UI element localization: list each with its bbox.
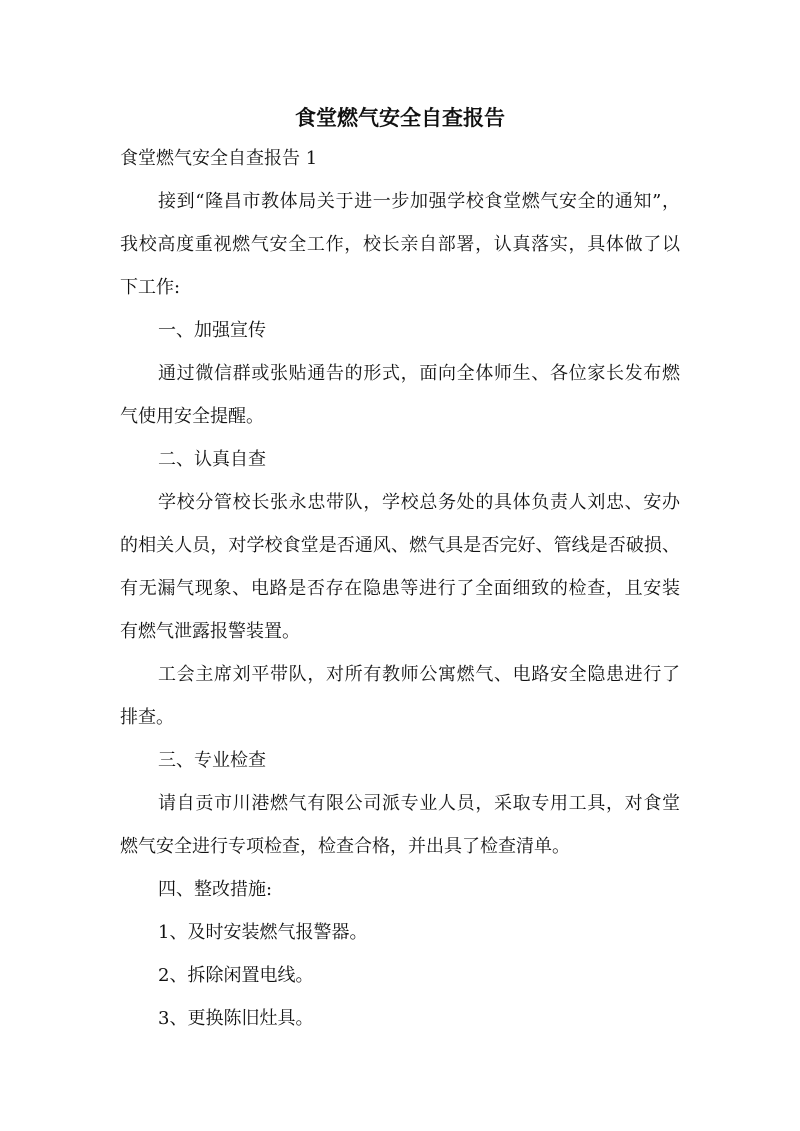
paragraph-line: 排查。 [120,707,174,728]
paragraph-line: 学校分管校长张永忠带队，学校总务处的具体负责人刘忠、安办 [158,492,680,513]
section-heading: 三、专业检查 [158,750,266,771]
list-item: 3、更换陈旧灶具。 [158,1008,314,1029]
paragraph-line: 气使用安全提醒。 [120,406,264,427]
document-title: 食堂燃气安全自查报告 [295,105,505,130]
paragraph-line: 请自贡市川港燃气有限公司派专业人员，采取专用工具，对食堂 [158,793,680,814]
paragraph-line: 通过微信群或张贴通告的形式，面向全体师生、各位家长发布燃 [158,363,680,384]
paragraph-line: 的相关人员，对学校食堂是否通风、燃气具是否完好、管线是否破损、 [120,535,680,556]
paragraph-line: 有燃气泄露报警装置。 [120,621,300,642]
list-item: 2、拆除闲置电线。 [158,965,314,986]
paragraph-line: 燃气安全进行专项检查，检查合格，并出具了检查清单。 [120,836,570,857]
paragraph-line: 下工作: [120,277,181,298]
paragraph-line: 有无漏气现象、电路是否存在隐患等进行了全面细致的检查，且安装 [120,578,680,599]
section-heading: 一、加强宣传 [158,320,266,341]
list-item: 1、及时安装燃气报警器。 [158,922,368,943]
paragraph-line: 工会主席刘平带队，对所有教师公寓燃气、电路安全隐患进行了 [158,664,680,685]
paragraph-line: 接到“隆昌市教体局关于进一步加强学校食堂燃气安全的通知”， [158,191,680,212]
section-heading: 二、认真自查 [158,449,266,470]
section-heading: 四、整改措施: [158,879,273,900]
document-subtitle: 食堂燃气安全自查报告 1 [120,148,318,169]
paragraph-line: 我校高度重视燃气安全工作，校长亲自部署，认真落实，具体做了以 [120,234,680,255]
